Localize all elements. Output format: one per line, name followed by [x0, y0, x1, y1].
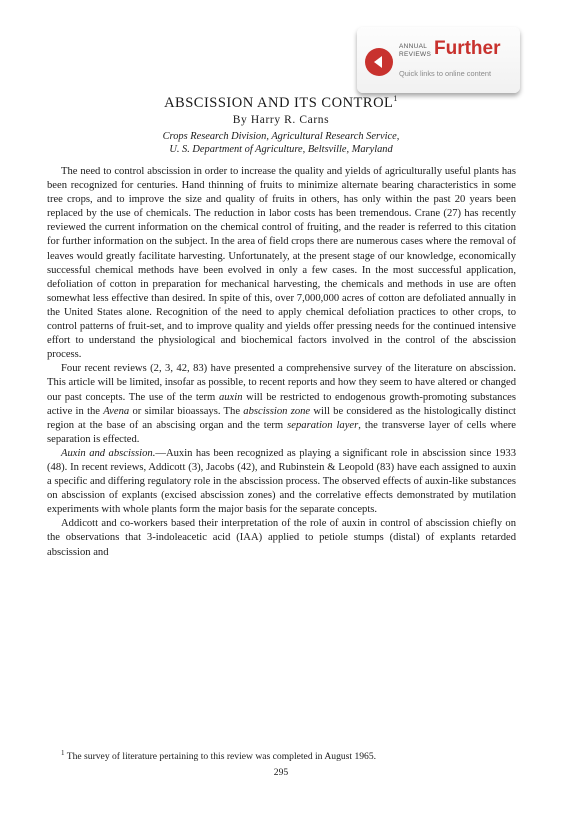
page-number: 295 — [273, 767, 289, 778]
article-body — [47, 165, 516, 560]
badge-reviews-text: REVIEWS — [399, 50, 432, 58]
annual-reviews-further-badge[interactable] — [357, 27, 520, 93]
title-footnote-mark: 1 — [393, 94, 398, 103]
article-author: By Harry R. Carns — [232, 114, 330, 126]
section-heading-auxin-and-abscission: Auxin and abscission. — [61, 447, 156, 459]
term-avena: Avena — [103, 405, 130, 417]
term-separation-layer: separation layer — [287, 419, 359, 431]
badge-further-text: Further — [434, 38, 501, 59]
paragraph-4: Addicott and co-workers based their interpretation of the role of auxin in control of abscission chiefly on the observations that 3-indoleacetic acid (IAA) applied to petiole stumps (distal) of explants retarded abscission and — [47, 518, 516, 558]
paragraph-2-part-d: will be considered as the histologically distinct region at the base of an abscising organ and the term — [47, 405, 517, 431]
paragraph-3 — [47, 447, 516, 517]
paragraph-2-part-b: will be restricted to endogenous growth-promoting substances active in the — [47, 391, 517, 417]
paragraph-2 — [47, 362, 516, 447]
paragraph-2-part-a: Four recent reviews (2, 3, 42, 83) have presented a comprehensive survey of the literature on abscission. This article will be limited, insofar as possible, to recent reports and how they seem to have altered or changed our past concepts. The use of the term — [47, 363, 516, 403]
term-auxin: auxin — [218, 391, 243, 403]
footnote-mark: 1 — [61, 749, 65, 757]
badge-quick-links-text: Quick links to online content — [399, 69, 492, 78]
annual-reviews-label — [399, 43, 431, 58]
footnote-text: The survey of literature pertaining to this review was completed in August 1965. — [64, 751, 377, 763]
back-arrow-icon — [365, 48, 393, 76]
article-title-text: ABSCISSION AND ITS CONTROL — [164, 94, 394, 111]
footnote — [47, 747, 516, 763]
term-abscission-zone: abscission zone — [243, 405, 311, 417]
paragraph-2-part-c: or similar bioassays. The — [129, 405, 244, 417]
paragraph-2-part-e: , the transverse layer of cells where separation is effected. — [47, 419, 516, 445]
badge-annual-text: ANNUAL — [399, 43, 428, 50]
author-affiliation-line-2: U. S. Department of Agriculture, Beltsville, Maryland — [169, 144, 393, 155]
article-title — [0, 90, 562, 112]
paragraph-3-text: —Auxin has been recognized as playing a significant role in abscission since 1933 (48). In recent reviews, Addicott (3), Jacobs (42), and Rubinstein & Leopold (83) have each assigned to auxin a specific and differing regulatory role in the abscission process. The observed effects of auxin-like substances on abscission of explants (excised abscission zones) and the correlative effects demonstrated by mutilation experiments with whole plants form the major basis for the separate concepts. — [47, 447, 516, 516]
paragraph-1: The need to control abscission in order to increase the quality and yields of agriculturally useful plants has been recognized for centuries. Hand thinning of fruits to minimize alternate bearing characteristics in some tree crops, and to improve the size and quality of fruits in others, has only within the past 20 years been replaced by the use of chemicals. The reduction in labor costs has been tremendous. Crane (27) has recently reviewed the current information on the chemical control of fruiting, and the reader is referred to this citation for further information on the subject. In the area of field crops there are numerous cases where the removal of leaves would greatly facilitate harvesting. Unfortunately, at the present stage of our knowledge, economically successful chemical methods have been evolved in only a few cases. In the most successful application, defoliation of cotton in preparation for mechanical harvesting, the chemicals and methods in use are often somewhat less effective than desired. In spite of this, over 7,000,000 acres of cotton are defoliated annually in the United States alone. Recognition of the need to apply chemical defoliation practices to other crops, to control patterns of fruit-set, and to improve quality and yields offer pressing needs for the continued intensive effort to understand the physiological and biochemical factors involved in the control of the abscission process. — [47, 166, 516, 361]
author-affiliation-line-1: Crops Research Division, Agricultural Research Service, — [162, 131, 400, 142]
